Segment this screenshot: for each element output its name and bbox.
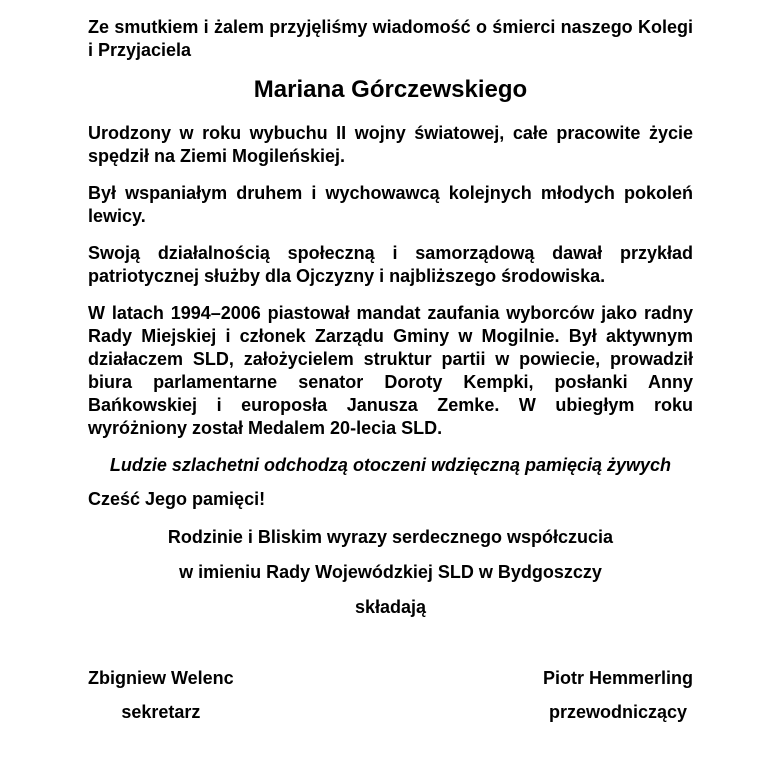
condolence-line-1: Rodzinie i Bliskim wyrazy serdecznego współczucia xyxy=(167,527,614,547)
signature-left xyxy=(88,667,234,724)
signature-right xyxy=(543,667,693,724)
biography-paragraph-2: Był wspaniałym druhem i wychowawcą kolejnych młodych pokoleń lewicy. xyxy=(88,183,693,226)
signature-name-right: Piotr Hemmerling xyxy=(542,668,693,688)
biography-paragraph-4: W latach 1994–2006 piastował mandat zaufania wyborców jako radny Rady Miejskiej i członek Zarządu Gminy w Mogilnie. Był aktywnym działaczem SLD, założycielem struktur partii w powiecie, prowadził biura parlamentarne senator Doroty Kempki, posłanki Anny Bańkowskiej i europosła Janusza Zemke. W ubiegłym roku wyróżniony został Medalem 20-lecia SLD. xyxy=(88,303,693,438)
signature-role-left: sekretarz xyxy=(121,702,201,722)
condolence-line-2: w imieniu Rady Wojewódzkiej SLD w Bydgoszczy xyxy=(179,562,602,582)
biography-paragraph-3: Swoją działalnością społeczną i samorządową dawał przykład patriotycznej służby dla Ojczyzny i najbliższego środowiska. xyxy=(88,243,693,286)
motto-line: Ludzie szlachetni odchodzą otoczeni wdzięczną pamięcią żywych xyxy=(109,455,672,475)
deceased-name: Mariana Górczewskiego xyxy=(253,76,528,103)
tribute-line: Cześć Jego pamięci! xyxy=(88,489,266,509)
signature-name-left: Zbigniew Welenc xyxy=(88,668,234,688)
biography-paragraph-1: Urodzony w roku wybuchu II wojny światowej, całe pracowite życie spędził na Ziemi Mogileńskiej. xyxy=(88,123,693,166)
intro-text: Ze smutkiem i żalem przyjęliśmy wiadomość o śmierci naszego Kolegi i Przyjaciela xyxy=(88,17,693,60)
condolence-line-3: składają xyxy=(354,597,427,617)
signature-block xyxy=(88,667,693,724)
signature-role-right: przewodniczący xyxy=(548,702,687,722)
